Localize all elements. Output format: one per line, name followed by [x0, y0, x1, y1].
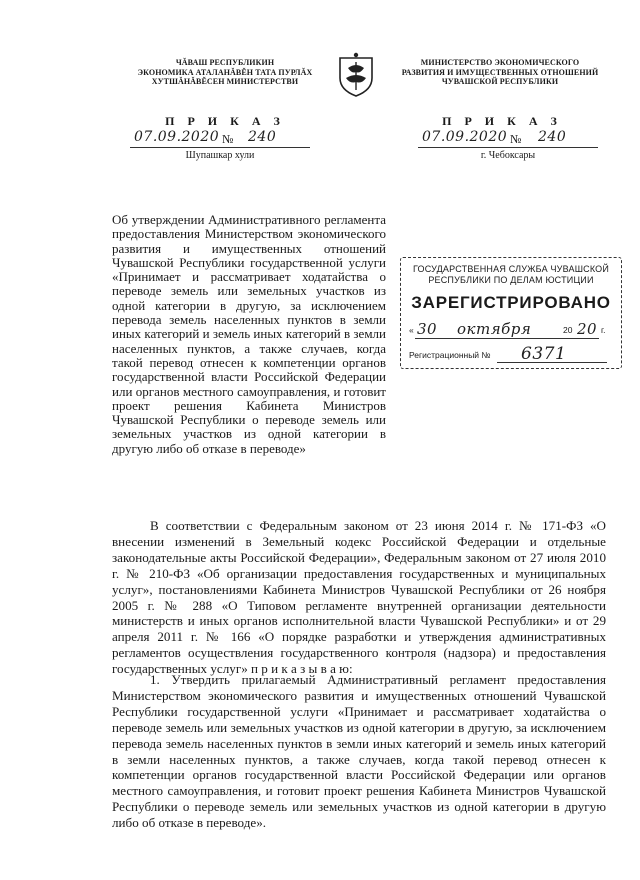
clause-1-paragraph: 1. Утвердить прилагаемый Административный регламент предоставления Министерством экономического развития и имущественных отношений Чувашской Республики государственной услуги «Принимает и рассматривает ходатайства о переводе земель или земельных участков из одной категории в другую, за исключением перевода земель населенных пунктов в земли иных категорий и земель иных категорий в земли населенных пунктов, а также случаев, когда такой перевод отнесен к компетенции органов государственной власти Российской Федерации или органов местного самоуправления, и готовит проект решения Кабинета Министров Чувашской Республики о переводе земель или земельных участков из одной категории в другую либо об отказе в переводе».	[112, 672, 606, 831]
stamp-reg-underline	[497, 362, 607, 363]
left-header-line-2: ЭКОНОМИКА АТАЛАНĂВĔН ТАТА ПУРЛĂХ	[137, 67, 313, 77]
right-date-line	[418, 131, 598, 148]
right-date-handwritten: 07.09.2020	[422, 129, 508, 145]
right-number-handwritten: 240	[538, 129, 567, 145]
left-number-handwritten: 240	[248, 129, 277, 145]
right-ministry-header	[400, 58, 600, 87]
stamp-reg-number-handwritten: 6371	[521, 344, 567, 364]
right-city: г. Чебоксары	[480, 150, 536, 161]
left-date-line	[130, 131, 310, 148]
left-ministry-header	[130, 58, 320, 87]
stamp-month-handwritten: октября	[457, 320, 532, 338]
stamp-year-suffix: г.	[601, 325, 606, 335]
stamp-registered-label: ЗАРЕГИСТРИРОВАНО	[411, 293, 611, 312]
stamp-year-handwritten: 20	[577, 320, 598, 338]
right-header-line-3: ЧУВАШСКОЙ РЕСПУБЛИКИ	[441, 77, 559, 86]
stamp-agency-line-2: РЕСПУБЛИКИ ПО ДЕЛАМ ЮСТИЦИИ	[428, 275, 594, 285]
left-header-line-1: ЧĂВАШ РЕСПУБЛИКИН	[175, 58, 275, 67]
right-header-line-1: МИНИСТЕРСТВО ЭКОНОМИЧЕСКОГО	[420, 58, 580, 67]
preamble-paragraph: В соответствии с Федеральным законом от 23 июня 2014 г. № 171-ФЗ «О внесении изменений в Земельный кодекс Российской Федерации и отдельные законодательные акты Российской Федерации», Федеральным законом от 27 июля 2010 г. № 210-ФЗ «Об организации предоставления государственных и муниципальных услуг», постановлениями Кабинета Министров Чувашской Республики от 26 ноября 2005 г. № 288 «О Типовом регламенте внутренней организации деятельности министерств и иных органов исполнительной власти Чувашской Республики» и от 29 апреля 2011 г. № 166 «О порядке разработки и утверждения административных регламентов осуществления государственного контроля (надзора) и предоставления государственных услуг» п р и к а з ы в а ю:	[112, 518, 606, 677]
stamp-reg-row	[401, 344, 621, 364]
right-order-title: П Р И К А З	[442, 114, 562, 128]
right-header-line-2: РАЗВИТИЯ И ИМУЩЕСТВЕННЫХ ОТНОШЕНИЙ	[401, 67, 599, 77]
left-city: Шупашкар хули	[185, 150, 255, 161]
stamp-reg-label: Регистрационный №	[409, 350, 491, 360]
coat-of-arms-emblem	[336, 52, 376, 98]
stamp-day-handwritten: 30	[417, 320, 438, 338]
registration-stamp	[400, 257, 622, 369]
stamp-date-row	[401, 319, 621, 341]
right-number-sign: №	[510, 132, 522, 146]
stamp-year-prefix: 20	[563, 325, 573, 335]
left-header-line-3: ХУТШĂНĂВĔСЕН МИНИСТЕРСТВИ	[151, 77, 299, 86]
stamp-agency-line-1: ГОСУДАРСТВЕННАЯ СЛУЖБА ЧУВАШСКОЙ	[412, 264, 610, 274]
left-order-title: П Р И К А З	[165, 114, 285, 128]
order-title-block: Об утверждении Административного регламента предоставления Министерством экономического развития и имущественных отношений Чувашской Республики государственной услуги «Принимает и рассматривает ходатайства о переводе земель или земельных участков из одной категории в другую, за исключением перевода земель населенных пунктов в земли иных категорий и земель иных категорий в земли населенных пунктов, а также случаев, когда такой перевод отнесен к компетенции органов государственной власти Российской Федерации или органов местного самоуправления, и готовит проект решения Кабинета Министров Чувашской Республики о переводе земель или земельных участков из одной категории в другую либо об отказе в переводе»	[112, 212, 386, 456]
left-date-handwritten: 07.09.2020	[134, 129, 220, 145]
stamp-quote-open: «	[409, 325, 414, 335]
left-number-sign: №	[222, 132, 234, 146]
stamp-date-underline	[415, 338, 599, 339]
